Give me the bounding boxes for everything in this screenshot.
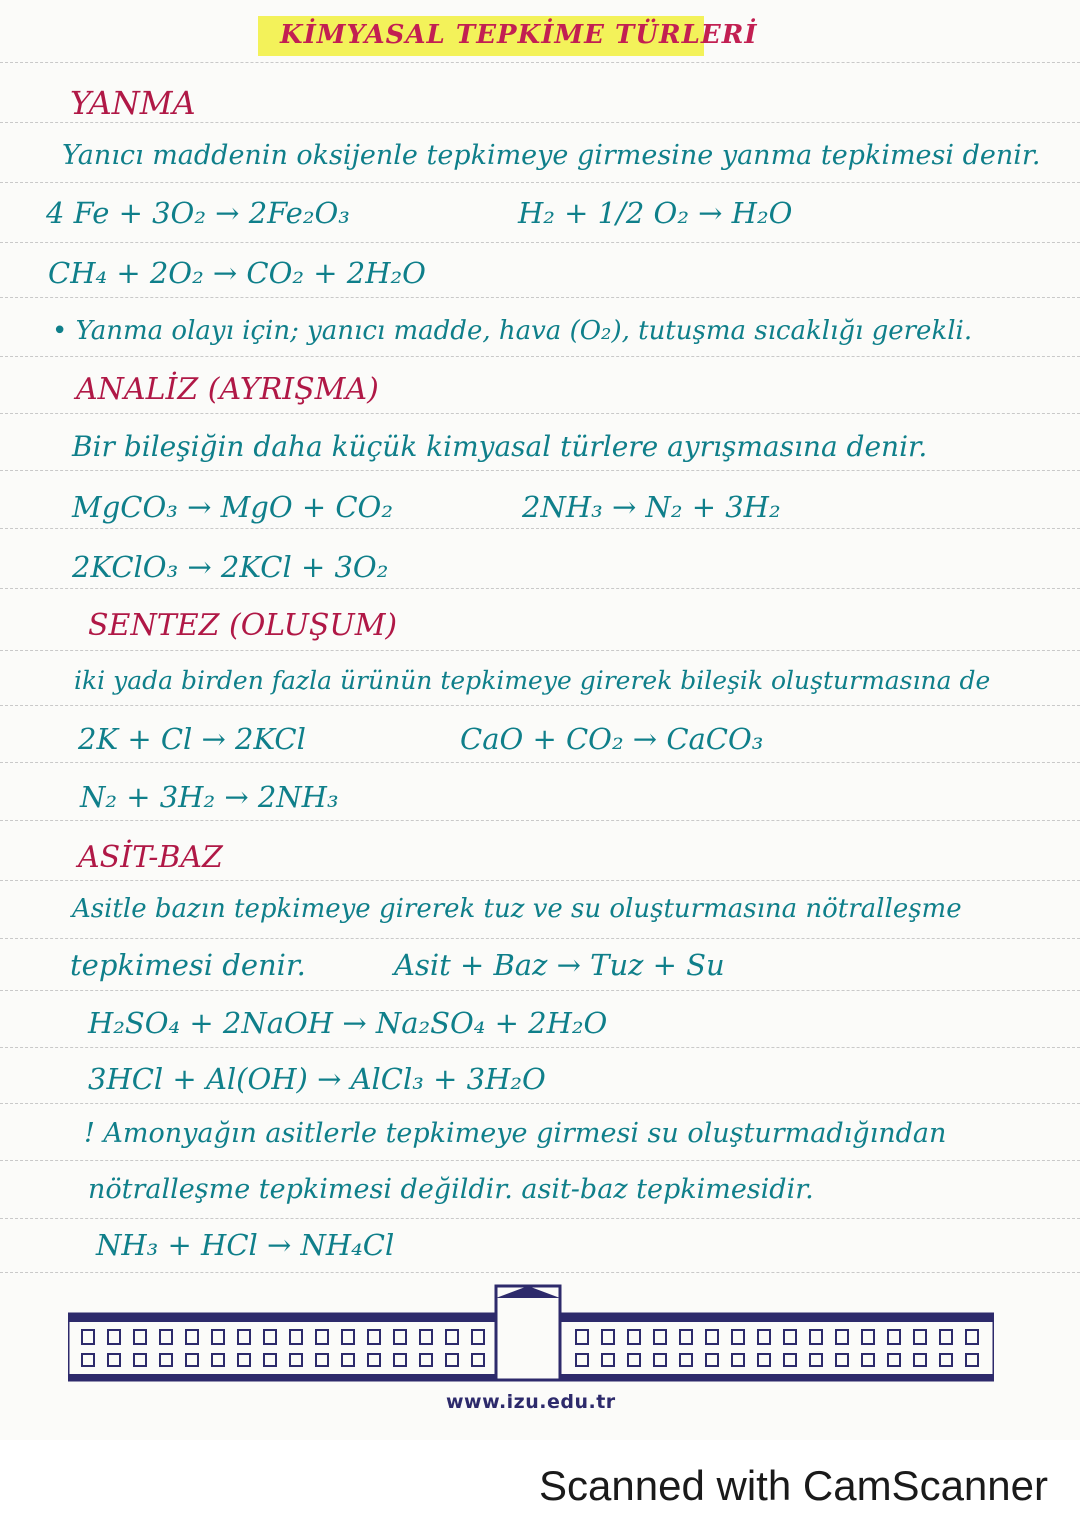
building-window [966,1354,978,1366]
asit-baz-equation-1: H₂SO₄ + 2NaOH → Na₂SO₄ + 2H₂O [88,1006,608,1040]
building-window [160,1354,172,1366]
building-window [368,1354,380,1366]
asit-baz-note-2: nötralleşme tepkimesi değildir. asit-baz tepkimesidir. [88,1174,814,1205]
building-window [82,1354,94,1366]
building-window [732,1354,744,1366]
building-window [316,1354,328,1366]
sentez-equation-3: N₂ + 3H₂ → 2NH₃ [80,780,339,814]
building-window [888,1330,900,1344]
heading-asit-baz: ASİT-BAZ [78,840,223,875]
building-window [810,1354,822,1366]
building-window [784,1330,796,1344]
building-window [420,1354,432,1366]
asit-baz-definition-2: tepkimesi denir. [70,948,306,982]
building-window [914,1330,926,1344]
building-window [602,1330,614,1344]
building-window [212,1330,224,1344]
building-window [212,1354,224,1366]
building-window [394,1330,406,1344]
building-window [472,1354,484,1366]
analiz-equation-2: 2NH₃ → N₂ + 3H₂ [522,490,781,524]
building-window [914,1354,926,1366]
scanner-watermark: Scanned with CamScanner [539,1462,1048,1509]
building-window [264,1330,276,1344]
asit-baz-general: Asit + Baz → Tuz + Su [394,948,725,982]
yanma-equation-2: H₂ + 1/2 O₂ → H₂O [518,196,793,230]
building-window [758,1354,770,1366]
building-window [680,1354,692,1366]
building-window [654,1354,666,1366]
building-window [966,1330,978,1344]
heading-sentez: SENTEZ (OLUŞUM) [88,608,398,643]
building-window [446,1330,458,1344]
asit-baz-note-1: ! Amonyağın asitlerle tepkimeye girmesi su oluşturmadığından [84,1118,947,1149]
building-window [576,1354,588,1366]
asit-baz-equation-3: NH₃ + HCl → NH₄Cl [96,1228,395,1262]
building-window [576,1330,588,1344]
building-window [82,1330,94,1344]
building-window [108,1354,120,1366]
building-window [940,1330,952,1344]
building-window [888,1354,900,1366]
building-window [836,1354,848,1366]
building-window [342,1330,354,1344]
yanma-equation-1: 4 Fe + 3O₂ → 2Fe₂O₃ [46,196,350,230]
building-window [290,1330,302,1344]
sentez-equation-1: 2K + Cl → 2KCl [78,722,306,756]
building-window [758,1330,770,1344]
building-window [134,1354,146,1366]
building-window [628,1330,640,1344]
building-window [862,1330,874,1344]
building-window [108,1330,120,1344]
building-window [706,1330,718,1344]
building-window [134,1330,146,1344]
building-window [186,1354,198,1366]
building-window [290,1354,302,1366]
building-window [316,1330,328,1344]
building-window [394,1354,406,1366]
building-window [342,1354,354,1366]
asit-baz-definition-1: Asitle bazın tepkimeye girerek tuz ve su oluşturmasına nötralleşme [72,894,962,924]
university-building-logo [68,1284,994,1382]
yanma-equation-3: CH₄ + 2O₂ → CO₂ + 2H₂O [48,256,426,290]
sentez-equation-2: CaO + CO₂ → CaCO₃ [460,722,764,756]
building-window [238,1354,250,1366]
heading-analiz: ANALİZ (AYRIŞMA) [76,372,379,407]
footer-url: www.izu.edu.tr [446,1391,616,1413]
building-window [732,1330,744,1344]
analiz-equation-1: MgCO₃ → MgO + CO₂ [72,490,393,524]
asit-baz-equation-2: 3HCl + Al(OH) → AlCl₃ + 3H₂O [88,1062,546,1096]
building-window [186,1330,198,1344]
building-window [420,1330,432,1344]
building-window [862,1354,874,1366]
analiz-equation-3: 2KClO₃ → 2KCl + 3O₂ [72,550,389,584]
building-window [940,1354,952,1366]
building-window [784,1354,796,1366]
building-window [368,1330,380,1344]
building-window [446,1354,458,1366]
building-window [472,1330,484,1344]
building-window [680,1330,692,1344]
building-window [810,1330,822,1344]
building-window [160,1330,172,1344]
building-window [706,1354,718,1366]
page-title: KİMYASAL TEPKİME TÜRLERİ [280,20,758,50]
building-window [654,1330,666,1344]
building-window [628,1354,640,1366]
analiz-definition: Bir bileşiğin daha küçük kimyasal türlere ayrışmasına denir. [72,430,928,463]
building-window [836,1330,848,1344]
sentez-definition: iki yada birden fazla ürünün tepkimeye girerek bileşik oluşturmasına de [74,666,991,695]
building-window [238,1330,250,1344]
heading-yanma: YANMA [70,84,196,122]
building-window [602,1354,614,1366]
building-window [264,1354,276,1366]
yanma-definition: Yanıcı maddenin oksijenle tepkimeye girmesine yanma tepkimesi denir. [62,140,1041,171]
yanma-note: • Yanma olayı için; yanıcı madde, hava (O₂), tutuşma sıcaklığı gerekli. [52,316,973,346]
